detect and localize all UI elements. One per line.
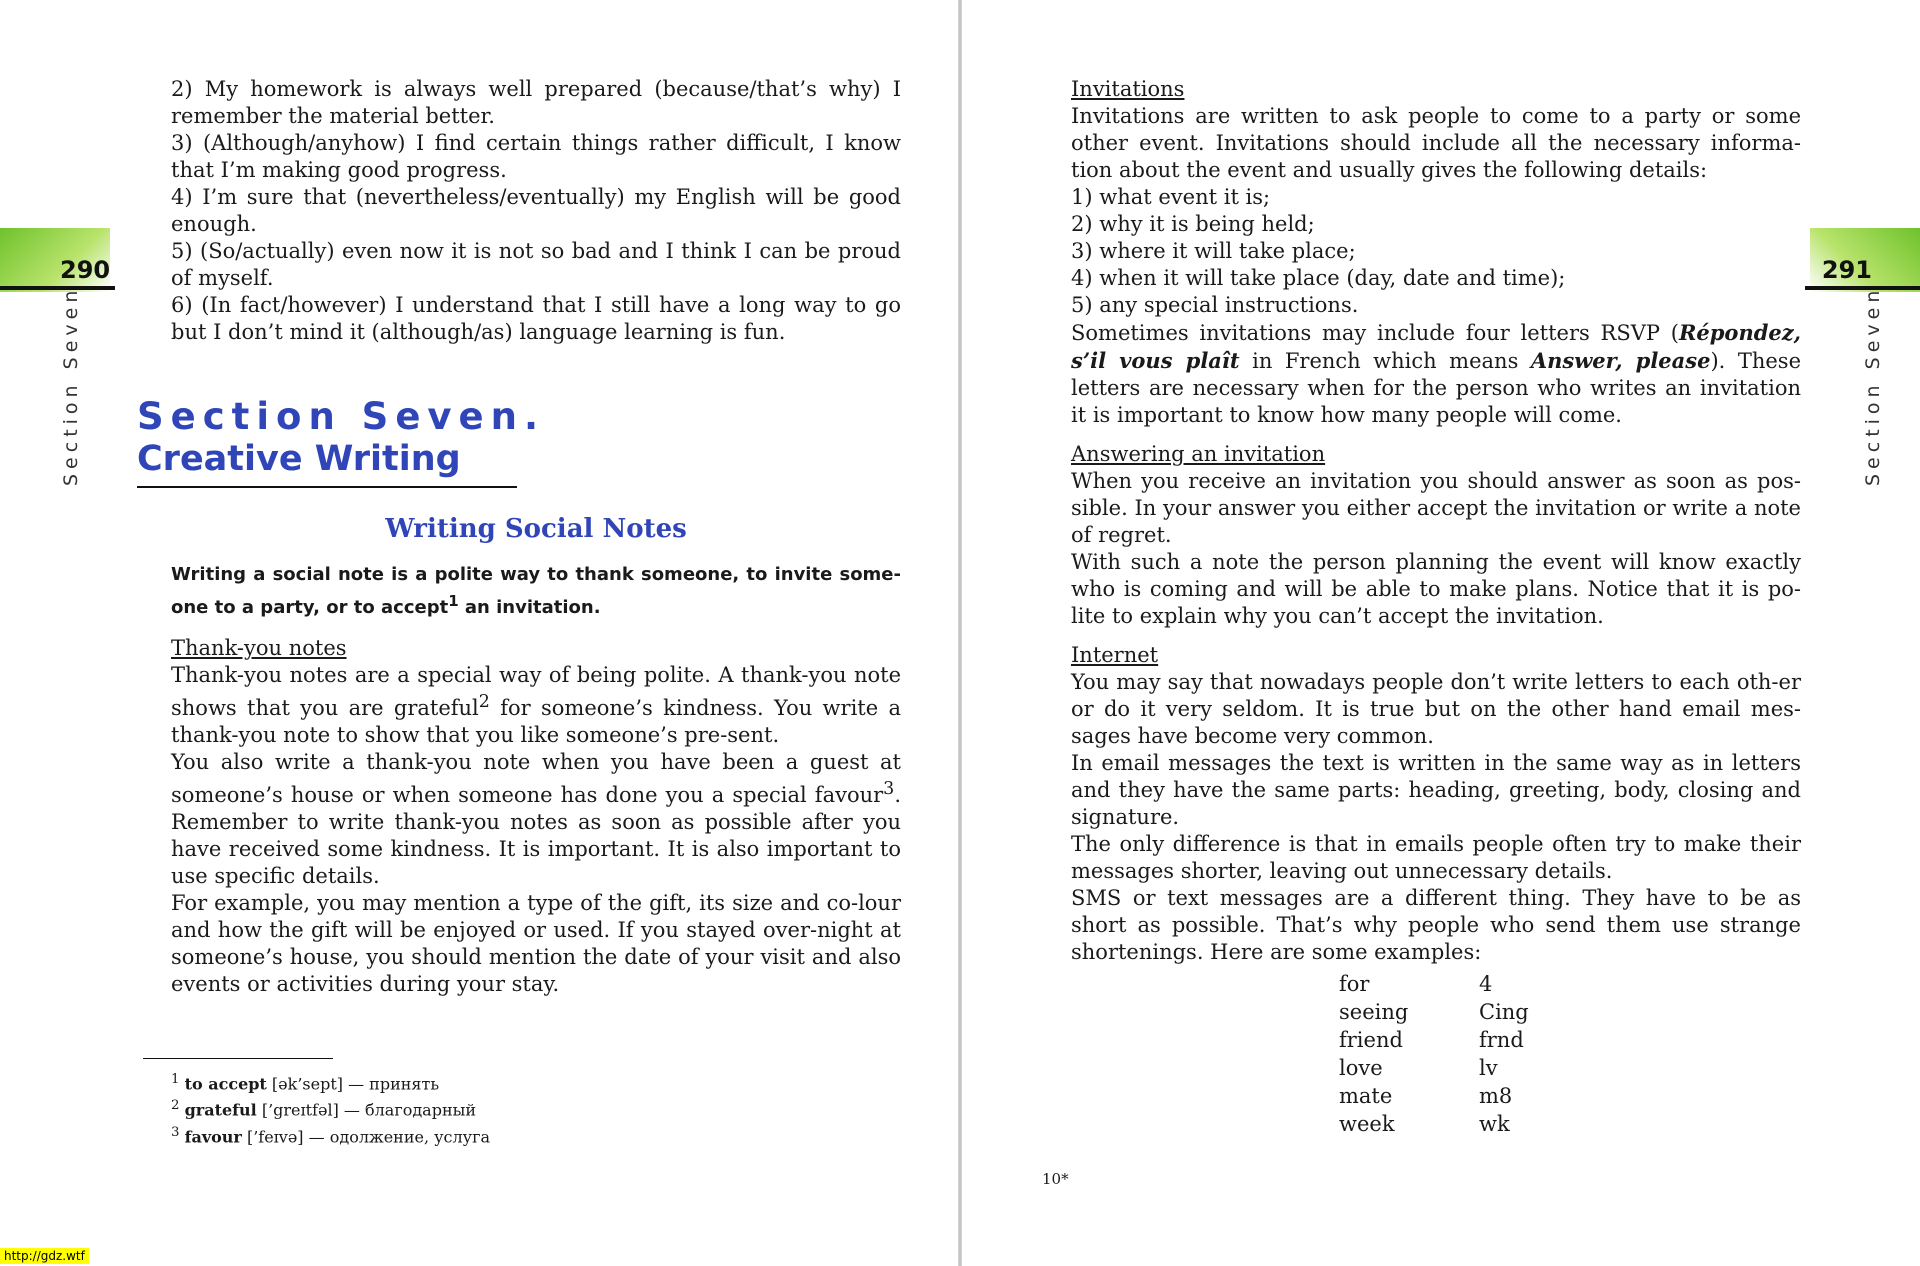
list-item: 2) why it is being held; [1071, 212, 1315, 236]
answering-paragraph: When you receive an invitation you should answer as soon as pos-sible. In your answer you either accept the invitation or write a note of regret. [1071, 469, 1801, 547]
list-item: 3) where it will take place; [1071, 239, 1356, 263]
shortening-row: seeing Cing [1339, 1000, 1529, 1024]
page-number: 290 [60, 256, 111, 284]
shortening-row: mate m8 [1339, 1084, 1513, 1108]
shortenings-table [1339, 970, 1801, 1138]
exercise-line: 3) (Although/anyhow) I find certain things rather difficult, I know that I’m making good progress. [171, 131, 901, 182]
shortening-row: for 4 [1339, 972, 1493, 996]
answering-heading: Answering an invitation [1071, 442, 1326, 466]
invitations-paragraph: Invitations are written to ask people to come to a party or some other event. Invitations should include all the necessary informa-tion about the event and usually gives the following details: [1071, 104, 1801, 182]
footnote: $^2$ grateful [’greɪtfəl] — благодарный [171, 1098, 477, 1120]
list-item: 5) any special instructions. [1071, 293, 1359, 317]
internet-paragraph: In email messages the text is written in the same way as in letters and they have the same parts: heading, greeting, body, closing and signature. [1071, 751, 1801, 829]
watermark-link[interactable]: http://gdz.wtf [0, 1248, 89, 1264]
shortening-row: friend frnd [1339, 1028, 1524, 1052]
footnote: $^1$ to accept [ək’sept] — принять [171, 1072, 440, 1094]
answering-paragraph: With such a note the person planning the event will know exactly who is coming and will be able to make plans. Notice that it is po-lite to explain why you can’t accept the invitation. [1071, 550, 1801, 628]
exercise-line: 4) I’m sure that (nevertheless/eventually) my English will be good enough. [171, 185, 901, 236]
internet-paragraph: The only difference is that in emails people often try to make their messages shorter, leaving out unnecessary details. [1071, 832, 1801, 883]
section-subtitle: Creative Writing [137, 439, 461, 479]
thank-you-heading: Thank-you notes [171, 636, 347, 660]
section-title: Section Seven. [137, 395, 546, 438]
internet-paragraph: You may say that nowadays people don’t write letters to each oth-er or do it very seldom. It is true but on the other hand email mes-sages have become very common. [1071, 670, 1801, 748]
exercise-line: 2) My homework is always well prepared (because/that’s why) I remember the material better. [171, 77, 901, 128]
section-title-block [137, 396, 901, 488]
footnote: $^3$ favour [’feɪvə] — одолжение, услуга [171, 1124, 491, 1146]
invitations-heading: Invitations [1071, 77, 1185, 101]
footnote-rule [143, 1058, 333, 1059]
rsvp-paragraph: Sometimes invitations may include four letters RSVP (Répondez, s’il vous plaît in French which means Answer, please). These letters are necessary when for the person who writes an invitation it is important to know how many people will come. [1071, 320, 1801, 427]
thank-you-paragraph: Thank-you notes are a special way of being polite. A thank-you note shows that you are grateful$^2$ for someone’s kindness. You write a thank-you note to show that you like someone’s pre-sent. [171, 663, 901, 747]
exercise-line: 5) (So/actually) even now it is not so bad and I think I can be proud of myself. [171, 239, 901, 290]
right-page [962, 0, 1920, 1266]
list-item: 1) what event it is; [1071, 185, 1271, 209]
shortening-row: week wk [1339, 1112, 1510, 1136]
left-column [137, 76, 901, 1148]
left-page [0, 0, 958, 1266]
page-number: 291 [1821, 256, 1872, 284]
right-column [1071, 76, 1801, 1138]
section-title-rule [137, 486, 517, 488]
intro-paragraph: Writing a social note is a polite way to thank someone, to invite some-one to a party, or to accept$^1$ an invitation. [171, 564, 901, 618]
side-section-label: Section Seven [1862, 285, 1884, 486]
internet-heading: Internet [1071, 643, 1159, 667]
signature-mark: 10* [1042, 1170, 1069, 1188]
shortening-row: love lv [1339, 1056, 1498, 1080]
thank-you-paragraph: For example, you may mention a type of the gift, its size and co-lour and how the gift will be enjoyed or used. If you stayed over-night at someone’s house, you should mention the date of your visit and also events or activities during your stay. [171, 891, 901, 996]
internet-paragraph: SMS or text messages are a different thing. They have to be as short as possible. That’s why people who send them use strange shortenings. Here are some examples: [1071, 886, 1801, 964]
thank-you-paragraph: You also write a thank-you note when you have been a guest at someone’s house or when someone has done you a special favour$^3$. Remember to write thank-you notes as soon as possible after you have received some kindness. It is important. It is also important to use specific details. [171, 750, 901, 888]
chapter-heading: Writing Social Notes [385, 514, 687, 544]
exercise-line: 6) (In fact/however) I understand that I still have a long way to go but I don’t mind it (although/as) language learning is fun. [171, 293, 901, 344]
list-item: 4) when it will take place (day, date and time); [1071, 266, 1566, 290]
side-section-label: Section Seven [60, 285, 82, 486]
page-tab-rule [0, 286, 115, 290]
